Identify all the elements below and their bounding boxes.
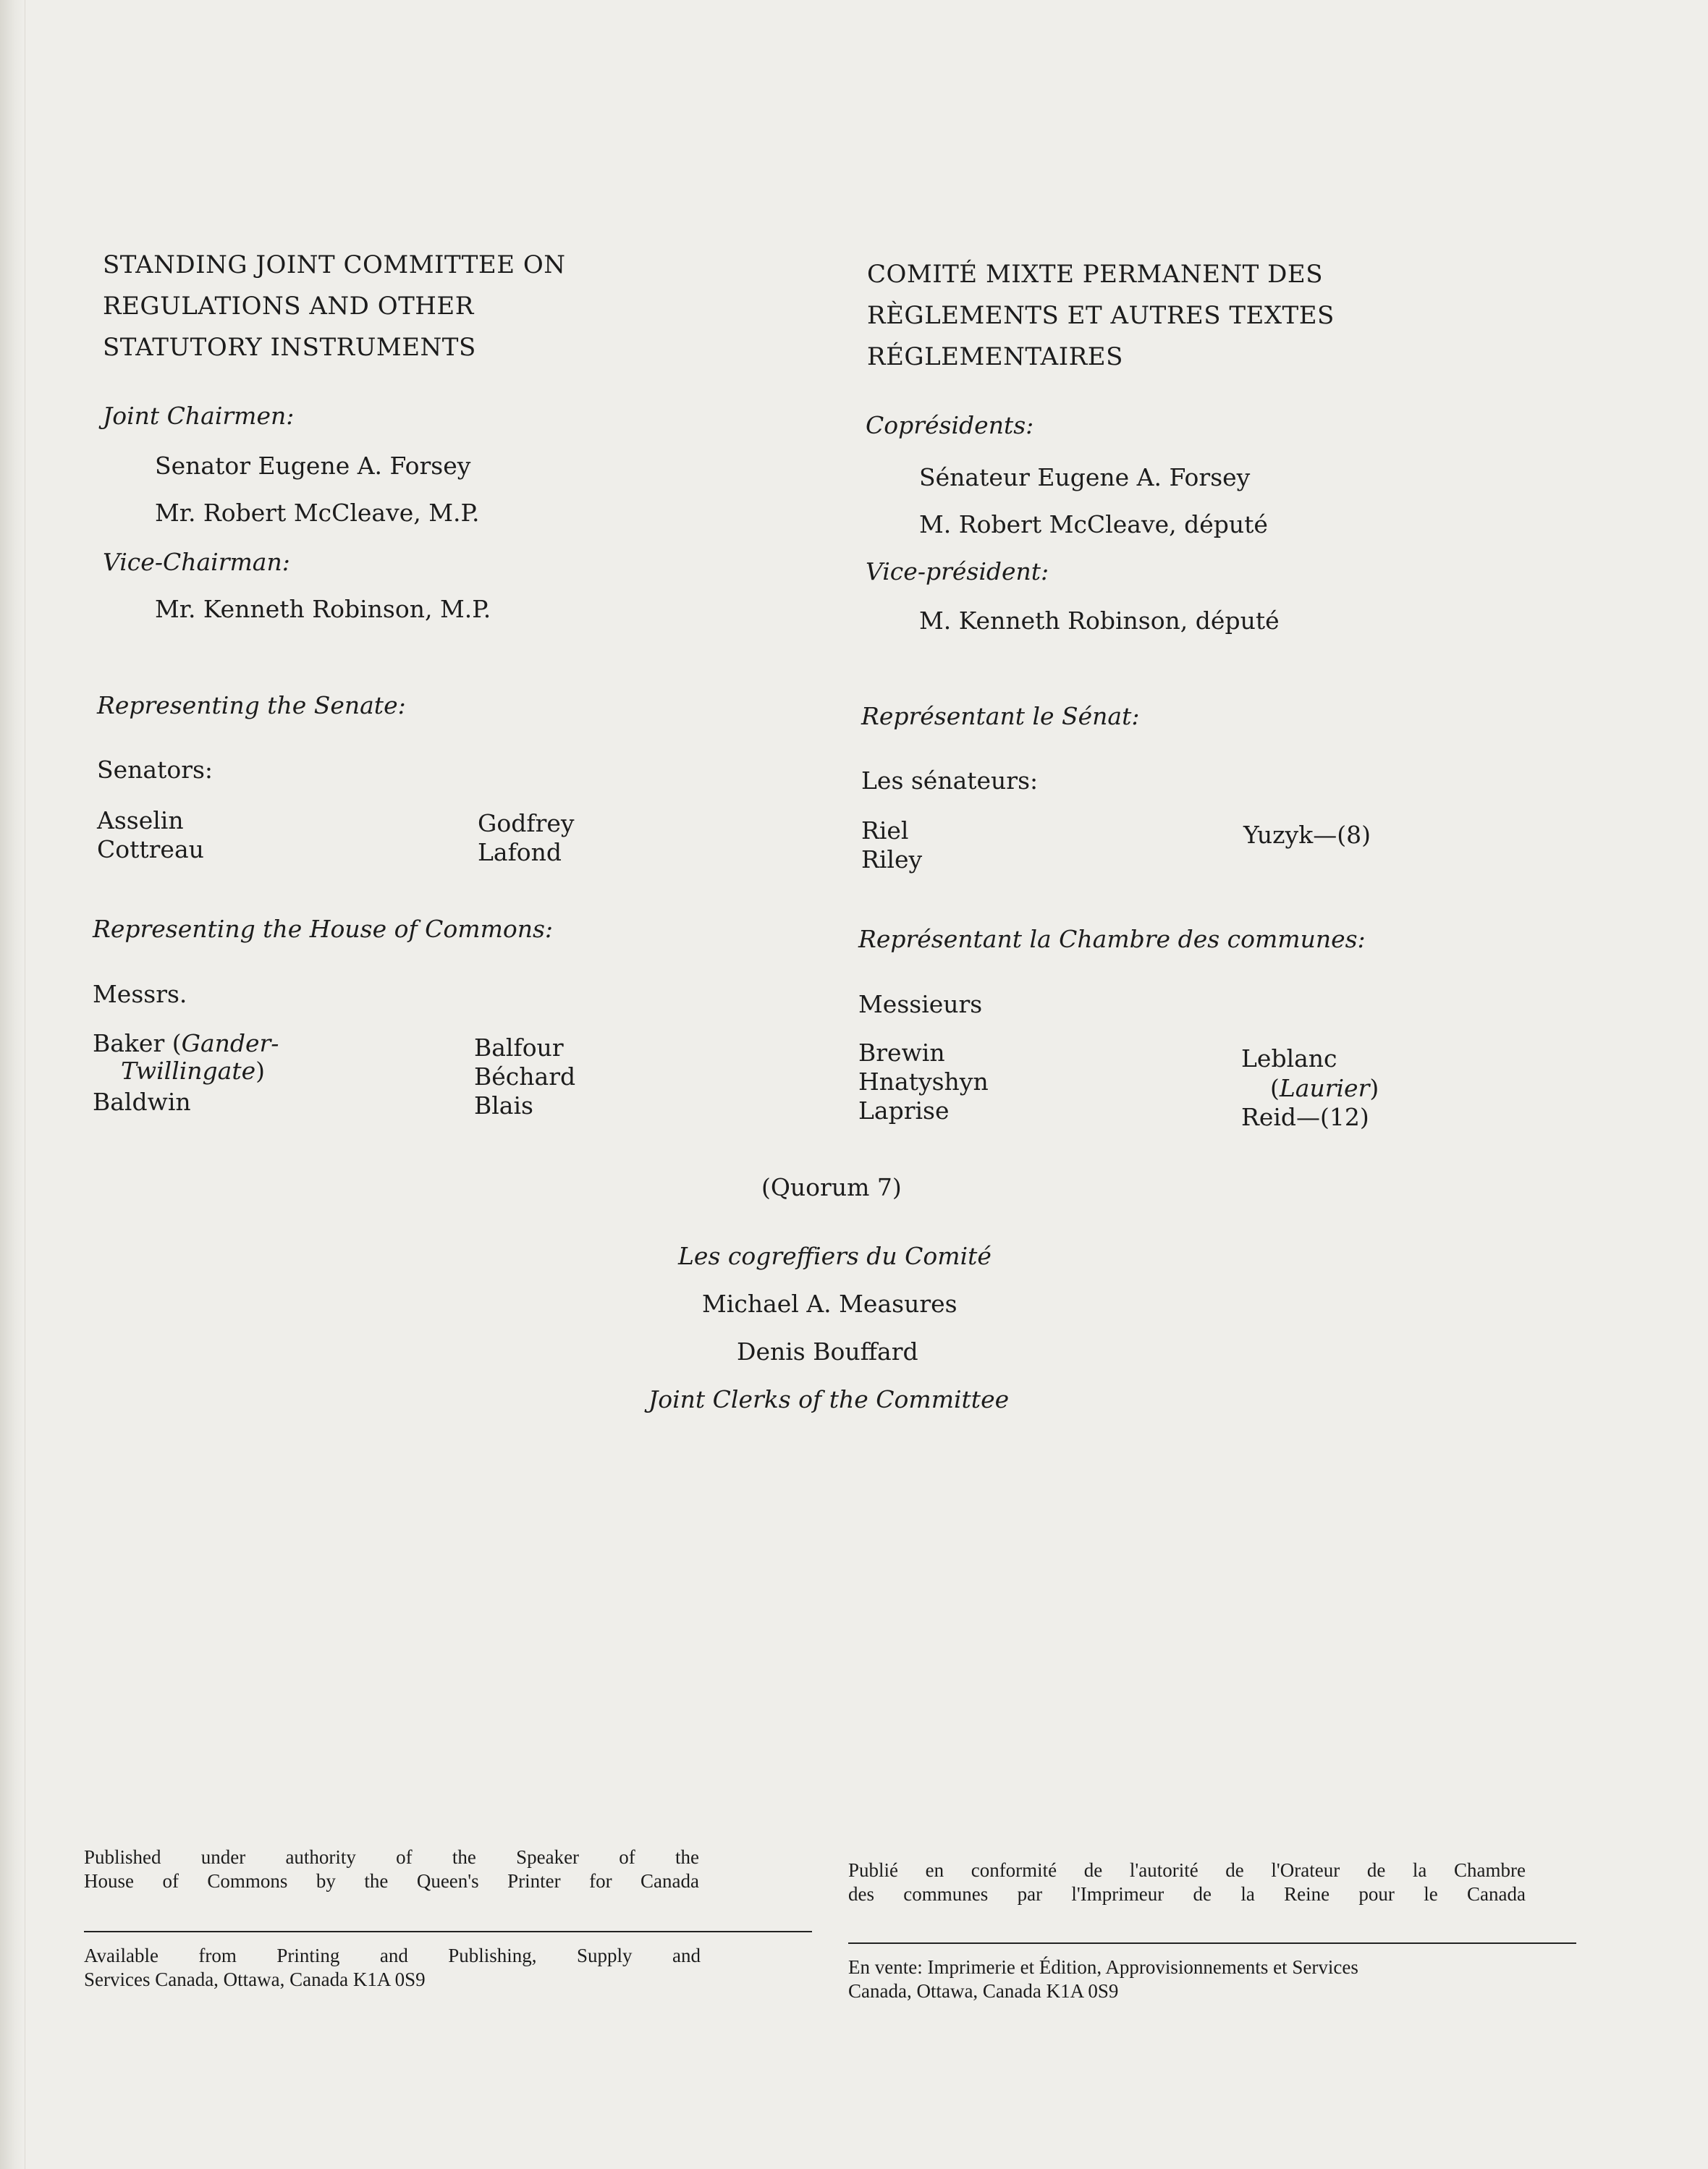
vice-chairman-name: M. Kenneth Robinson, député: [919, 606, 1280, 635]
member-riding-continued: [121, 1057, 265, 1085]
vice-chairman-label: Vice-Chairman:: [103, 548, 290, 576]
member-name-baker: [93, 1029, 279, 1057]
committee-title-line: COMITÉ MIXTE PERMANENT DES: [867, 260, 1324, 289]
quorum-text: (Quorum 7): [761, 1173, 902, 1201]
member-surname: Baker (: [93, 1029, 182, 1057]
clerks-label-fr: Les cogreffiers du Comité: [678, 1242, 992, 1270]
availability-notice-fr: [848, 1956, 1358, 2003]
senator-name: Godfrey: [478, 809, 575, 837]
joint-chairman-name: Mr. Robert McCleave, M.P.: [155, 499, 480, 527]
senators-label: Senators:: [97, 756, 214, 784]
page-binding-edge: [0, 0, 25, 2169]
member-name: Baldwin: [93, 1088, 191, 1116]
member-name: Balfour: [474, 1033, 564, 1062]
vice-chairman-label: Vice-président:: [866, 557, 1049, 585]
member-name: Blais: [474, 1091, 533, 1120]
footer-line: En vente: Imprimerie et Édition, Approvisionnements et Services: [848, 1956, 1358, 1978]
member-name: Reid—(12): [1241, 1103, 1369, 1131]
messrs-label: Messieurs: [858, 990, 983, 1018]
joint-chairmen-label: Coprésidents:: [866, 411, 1034, 439]
clerks-label-en: Joint Clerks of the Committee: [648, 1385, 1010, 1413]
published-notice-en: [84, 1845, 699, 1893]
member-name: Laprise: [858, 1096, 950, 1125]
footer-line: Services Canada, Ottawa, Canada K1A 0S9: [84, 1969, 426, 1990]
footer-rule-fr: [848, 1942, 1576, 1944]
committee-title-line: REGULATIONS AND OTHER: [103, 292, 474, 321]
senator-name: Riel: [861, 816, 909, 845]
joint-chairman-name: M. Robert McCleave, député: [919, 510, 1268, 538]
member-riding: Twillingate: [121, 1057, 256, 1085]
footer-line: des communes par l'Imprimeur de la Reine pour le Canada: [848, 1883, 1526, 1905]
committee-title-en: [103, 245, 566, 368]
commons-label: Représentant la Chambre des communes:: [858, 925, 1366, 953]
member-name: Leblanc: [1241, 1044, 1337, 1073]
commons-label: Representing the House of Commons:: [93, 915, 554, 943]
committee-title-line: STANDING JOINT COMMITTEE ON: [103, 250, 566, 279]
member-riding-name: Laurier: [1279, 1074, 1370, 1102]
availability-notice-en: [84, 1944, 701, 1992]
footer-line: Canada, Ottawa, Canada K1A 0S9: [848, 1980, 1119, 2002]
member-riding: Gander-: [181, 1029, 279, 1057]
senate-label: Representing the Senate:: [97, 691, 406, 719]
member-riding-close: ): [255, 1057, 266, 1085]
footer-line: Published under authority of the Speaker of the: [84, 1846, 699, 1868]
joint-chairman-name: Sénateur Eugene A. Forsey: [919, 463, 1251, 491]
clerk-name: Denis Bouffard: [737, 1337, 918, 1366]
member-name: Hnatyshyn: [858, 1067, 989, 1096]
senator-name: Lafond: [478, 838, 562, 866]
member-riding: (Laurier): [1270, 1074, 1379, 1102]
footer-line: Available from Printing and Publishing, Supply and: [84, 1945, 701, 1966]
committee-title-line: RÉGLEMENTAIRES: [867, 342, 1123, 371]
senator-name: Asselin: [97, 806, 184, 834]
footer-line: House of Commons by the Queen's Printer for Canada: [84, 1870, 699, 1892]
senator-name: Riley: [861, 845, 923, 874]
committee-title-line: STATUTORY INSTRUMENTS: [103, 333, 476, 362]
committee-title-fr: [867, 254, 1335, 378]
member-name: Brewin: [858, 1039, 945, 1067]
senator-name: Yuzyk—(8): [1243, 821, 1371, 849]
footer-line: Publié en conformité de l'autorité de l'Orateur de la Chambre: [848, 1859, 1526, 1881]
joint-chairman-name: Senator Eugene A. Forsey: [155, 452, 471, 480]
messrs-label: Messrs.: [93, 980, 187, 1008]
footer-rule-en: [84, 1931, 812, 1932]
vice-chairman-name: Mr. Kenneth Robinson, M.P.: [155, 595, 491, 623]
published-notice-fr: [848, 1859, 1526, 1906]
member-name: Béchard: [474, 1062, 576, 1091]
clerk-name: Michael A. Measures: [702, 1290, 957, 1318]
joint-chairmen-label: Joint Chairmen:: [103, 402, 295, 430]
senate-label: Représentant le Sénat:: [861, 702, 1140, 730]
committee-title-line: RÈGLEMENTS ET AUTRES TEXTES: [867, 301, 1335, 330]
senator-name: Cottreau: [97, 835, 204, 863]
senators-label: Les sénateurs:: [861, 766, 1039, 795]
